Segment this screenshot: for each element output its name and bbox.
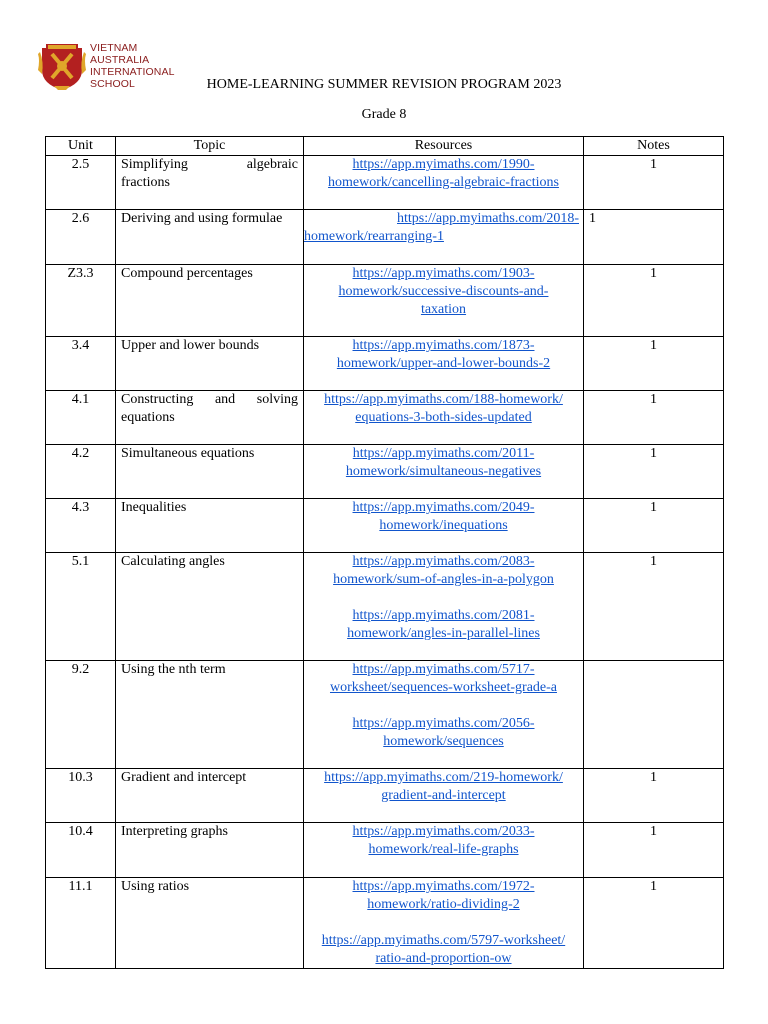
resources-cell (304, 769, 584, 823)
table-row (46, 499, 724, 553)
resource-link[interactable]: https://app.myimaths.com/2049- homework/inequations (352, 500, 535, 533)
topic-cell: Simultaneous equations (116, 445, 304, 499)
resource-link[interactable]: https://app.myimaths.com/2011- homework/simultaneous-negatives (345, 446, 542, 479)
topic-cell: Upper and lower bounds (116, 337, 304, 391)
unit-cell: 5.1 (46, 553, 116, 661)
topic-cell: Constructing and solving equations (116, 391, 304, 445)
notes-cell: 1 (584, 156, 724, 210)
resources-cell (304, 210, 584, 265)
unit-cell: 10.4 (46, 823, 116, 878)
topic-cell: Interpreting graphs (116, 823, 304, 878)
resources-cell (304, 445, 584, 499)
logo-text-line: INTERNATIONAL (90, 66, 175, 78)
column-header-resources: Resources (304, 137, 584, 156)
notes-cell: 1 (584, 210, 724, 265)
logo-text-line: VIETNAM (90, 42, 138, 54)
table-row (46, 769, 724, 823)
resource-link[interactable]: https://app.myimaths.com/1972- homework/ratio-dividing-2 (352, 879, 535, 912)
resource-link[interactable]: https://app.myimaths.com/219-homework/ gradient-and-intercept (324, 770, 563, 803)
resources-cell (304, 823, 584, 878)
column-header-topic: Topic (116, 137, 304, 156)
resource-link[interactable]: https://app.myimaths.com/2056- homework/sequences (352, 716, 535, 749)
table-row (46, 878, 724, 969)
resource-link[interactable]: https://app.myimaths.com/2081- homework/angles-in-parallel-lines (347, 608, 540, 641)
table-row (46, 445, 724, 499)
resource-link[interactable]: https://app.myimaths.com/2083- homework/sum-of-angles-in-a-polygon (333, 554, 554, 587)
table-row (46, 553, 724, 661)
resources-cell (304, 553, 584, 661)
notes-cell: 1 (584, 337, 724, 391)
resources-cell (304, 156, 584, 210)
notes-cell: 1 (584, 769, 724, 823)
table-row (46, 661, 724, 769)
table-row (46, 823, 724, 878)
unit-cell: 3.4 (46, 337, 116, 391)
unit-cell: 4.2 (46, 445, 116, 499)
topic-cell: Compound percentages (116, 265, 304, 337)
unit-cell: 2.6 (46, 210, 116, 265)
notes-cell: 1 (584, 499, 724, 553)
resources-cell (304, 391, 584, 445)
document-title: HOME-LEARNING SUMMER REVISION PROGRAM 2023 (206, 77, 562, 92)
topic-cell: Gradient and intercept (116, 769, 304, 823)
notes-cell (584, 661, 724, 769)
topic-cell: Calculating angles (116, 553, 304, 661)
logo-text-line: AUSTRALIA (90, 54, 150, 66)
notes-cell: 1 (584, 265, 724, 337)
resources-cell (304, 661, 584, 769)
resource-link[interactable]: https://app.myimaths.com/5797-worksheet/ ratio-and-proportion-ow (321, 933, 566, 966)
topic-cell: Deriving and using formulae (116, 210, 304, 265)
unit-cell: 2.5 (46, 156, 116, 210)
notes-cell: 1 (584, 553, 724, 661)
unit-cell: 9.2 (46, 661, 116, 769)
resources-cell (304, 337, 584, 391)
notes-cell: 1 (584, 878, 724, 969)
table-row (46, 210, 724, 265)
table-row (46, 156, 724, 210)
logo-text-line: SCHOOL (90, 78, 135, 90)
table-row (46, 391, 724, 445)
resource-link[interactable]: https://app.myimaths.com/1990- homework/cancelling-algebraic-fractions (328, 157, 559, 190)
resources-cell (304, 878, 584, 969)
unit-cell: 11.1 (46, 878, 116, 969)
column-header-notes: Notes (584, 137, 724, 156)
unit-cell: Z3.3 (46, 265, 116, 337)
resource-link[interactable]: https://app.myimaths.com/2033- homework/real-life-graphs (352, 824, 535, 857)
resources-cell (304, 265, 584, 337)
resource-link[interactable]: https://app.myimaths.com/2018- homework/rearranging-1 (304, 211, 579, 244)
column-header-unit: Unit (46, 137, 116, 156)
unit-cell: 4.1 (46, 391, 116, 445)
notes-cell: 1 (584, 445, 724, 499)
resources-cell (304, 499, 584, 553)
resource-link[interactable]: https://app.myimaths.com/5717- worksheet/sequences-worksheet-grade-a (329, 662, 557, 695)
resource-link[interactable]: https://app.myimaths.com/1903- homework/successive-discounts-and- taxation (338, 266, 549, 317)
table-row (46, 265, 724, 337)
table-header-row (46, 137, 724, 156)
unit-cell: 4.3 (46, 499, 116, 553)
notes-cell: 1 (584, 823, 724, 878)
table-row (46, 337, 724, 391)
topic-cell: Using the nth term (116, 661, 304, 769)
topic-cell: Using ratios (116, 878, 304, 969)
topic-cell: Inequalities (116, 499, 304, 553)
revision-table (45, 136, 724, 969)
resource-link[interactable]: https://app.myimaths.com/1873- homework/upper-and-lower-bounds-2 (336, 338, 551, 371)
grade-label: Grade 8 (361, 107, 407, 122)
unit-cell: 10.3 (46, 769, 116, 823)
notes-cell: 1 (584, 391, 724, 445)
topic-cell: Simplifying algebraic fractions (116, 156, 304, 210)
resource-link[interactable]: https://app.myimaths.com/188-homework/ equations-3-both-sides-updated (324, 392, 563, 425)
